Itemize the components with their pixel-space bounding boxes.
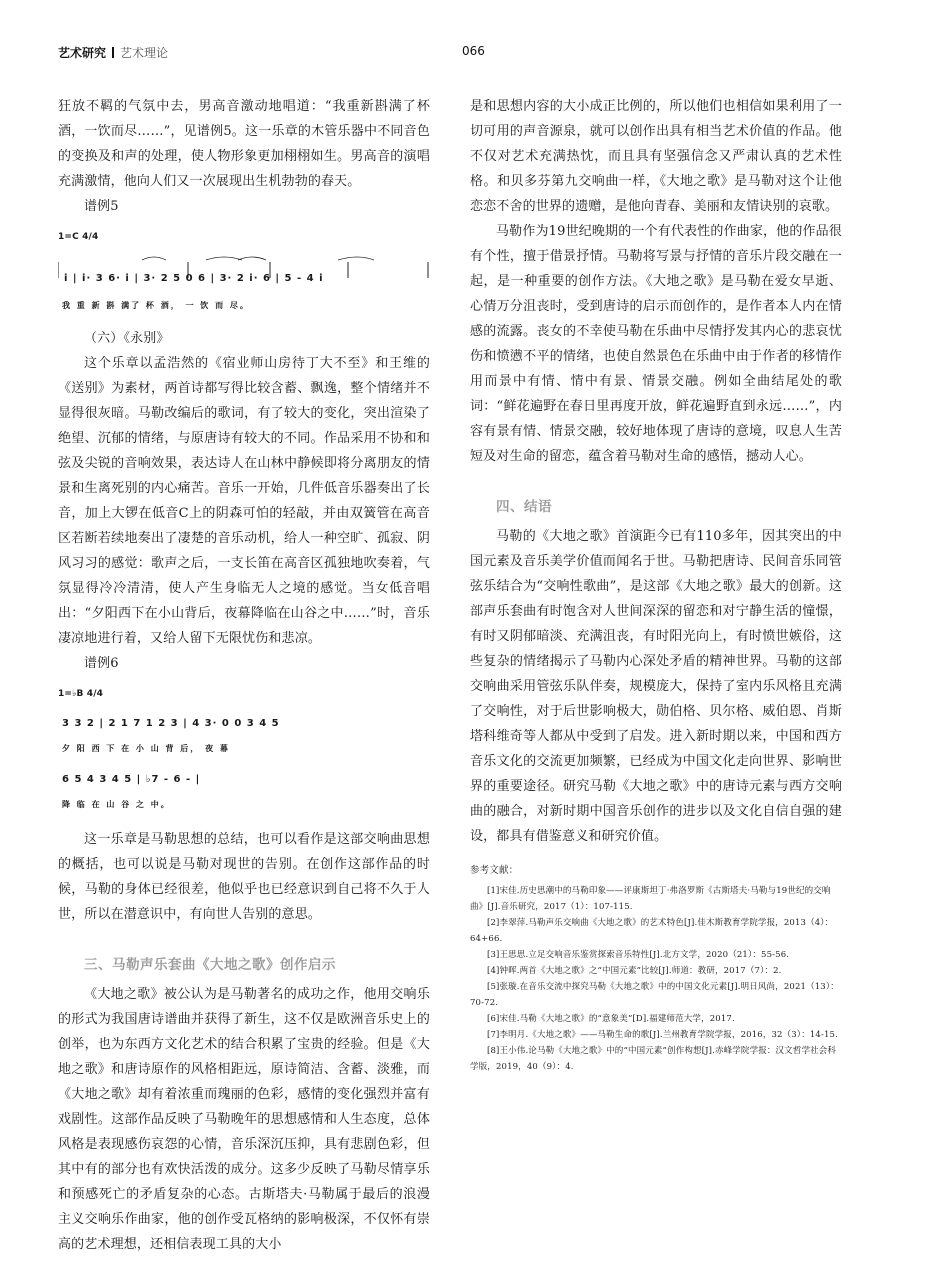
score-lyrics: 我 重 新 斟 满了 杯 酒， 一 饮 而 尽。	[62, 301, 250, 310]
paragraph: 马勒的《大地之歌》首演距今已有110多年，因其突出的中国元素及音乐美学价值而闻名于世。马勒把唐诗、民间音乐同管弦乐结合为“交响性歌曲”，是这部《大地之歌》最大的创新。这部声乐套曲有时饱含对人世间深深的留恋和对宁静生活的憧憬，有时又阴郁暗淡、充满沮丧，有时阳光向上，有时愤世嫉俗，这些复杂的情绪揭示了马勒内心深处矛盾的精神世界。马勒的这部交响曲采用管弦乐队伴奏，规模庞大，保持了室内乐风格且充满了交响性，对于后世影响极大，勋伯格、贝尔格、威伯恩、肖斯塔科维奇等人都从中受到了启发。进入新时期以来，中国和西方音乐文化的交流更加频繁，已经成为中国文化走向世界、影响世界的重要途径。研究马勒《大地之歌》中的唐诗元素与西方交响曲的融合，对新时期中国音乐创作的进步以及文化自信自强的建设，都具有借鉴意义和研究价值。	[470, 529, 842, 844]
paragraph: 马勒作为19世纪晚期的一个有代表性的作曲家，他的作品很有个性，擅于借景抒情。马勒将写景与抒情的音乐片段交融在一起，是一种重要的创作方法。《大地之歌》是马勒在爱女早逝、心情万分沮丧时，受到唐诗的启示而创作的，是作者本人内在情感的流露。丧女的不幸使马勒在乐曲中尽情抒发其内心的悲哀忧伤和愤懑不平的情绪，也使自然景色在乐曲中由于作者的移情作用而景中有情、情中有景、情景交融。例如全曲结尾处的歌词：“鲜花遍野在春日里再度开放，鲜花遍野直到永远……”，内容有景有情、情景交融，较好地体现了唐诗的意境，叹息人生苦短及对生命的留恋，蕴含着马勒对生命的感悟，撼动人心。	[470, 224, 842, 464]
score-lyrics: 夕 阳 西 下 在 小 山 背 后， 夜 幕	[62, 744, 230, 753]
references	[470, 863, 842, 1075]
score-notes: 6 5 4 3 4 5 | ♭7 - 6 - |	[62, 774, 201, 785]
paragraph: 这一乐章是马勒思想的总结，也可以看作是这部交响曲思想的概括，也可以说是马勒对现世的告别。在创作这部作品的时候，马勒的身体已经很差，他似乎也已经意识到自己将不久于人世，所以在潜意识中，有向世人告别的意思。	[58, 832, 430, 922]
score-key-signature: 1=C 4/4	[58, 232, 99, 242]
paragraph: 是和思想内容的大小成正比例的，所以他们也相信如果利用了一切可用的声音源泉，就可以创作出具有相当艺术价值的作品。他不仅对艺术充满热忱，而且具有坚强信念又严肃认真的艺术性格。和贝多芬第九交响曲一样，《大地之歌》是马勒对这个让他恋恋不舍的世界的遗赠，是他向青春、美丽和友情诀别的哀歌。	[470, 99, 842, 214]
reference-item: [1]宋佳.历史思潮中的马勒印象——评康斯坦丁·弗洛罗斯《古斯塔夫·马勒与19世纪的交响曲》[J].音乐研究，2017（1）：107-115.	[470, 886, 831, 912]
example-label: 谱例5	[84, 199, 119, 214]
reference-item: [3]王思思.立足交响音乐鉴赏探索音乐特性[J].北方文学，2020（21）：55-56.	[487, 950, 790, 960]
reference-item: [6]宋佳.马勒《大地之歌》的“意象美”[D].福建师范大学，2017.	[487, 1014, 735, 1024]
section-title: 四、结语	[496, 499, 552, 515]
paragraph: 《大地之歌》被公认为是马勒著名的成功之作，他用交响乐的形式为我国唐诗谱曲并获得了新生，这不仅是欧洲音乐史上的创举，也为东西方文化艺术的结合积累了宝贵的经验。但是《大地之歌》和唐诗原作的风格相距远，原诗简洁、含蓄、淡雅，而《大地之歌》却有着浓重而瑰丽的色彩，感情的变化强烈并富有戏剧性。这部作品反映了马勒晚年的思想感情和人生态度，总体风格是表现感伤哀怨的心情，音乐深沉压抑，具有悲剧色彩，但其中有的部分也有欢快活泼的成分。这多少反映了马勒尽情享乐和预感死亡的矛盾复杂的心态。古斯塔夫·马勒属于最后的浪漫主义交响乐作曲家，他的创作受瓦格纳的影响极深，不仅怀有崇高的艺术理想，还相信表现工具的大小	[58, 987, 430, 1252]
right-column	[470, 94, 842, 1075]
score-notes: 3 3 2 | 2 1 7 1 2 3 | 4 3· 0 0 3 4 5	[62, 718, 280, 729]
reference-item: [2]李翠萍.马勒声乐交响曲《大地之歌》的艺术特色[J].佳木斯教育学院学报，2013（4）：64+66.	[470, 918, 834, 944]
running-header	[58, 44, 168, 61]
reference-item: [8]王小伟.论马勒《大地之歌》中的“中国元素”创作构想[J].赤峰学院学报：汉文哲学社会科学版，2019，40（9）：4.	[470, 1046, 837, 1072]
score-example-6	[58, 682, 430, 817]
reference-item: [5]张璇.在音乐交流中探究马勒《大地之歌》中的中国文化元素[J].明日风尚，2021（13）：70-72.	[470, 982, 839, 1008]
page-number: 066	[462, 44, 485, 58]
score-notes: i | i· 3 6· i | 3· 2 5 0 6 | 3· 2 i· 6 | 5 - 4 i	[64, 273, 324, 284]
references-title: 参考文献：	[470, 865, 519, 876]
section-title: 三、马勒声乐套曲《大地之歌》创作启示	[84, 957, 336, 973]
section-name: 艺术理论	[120, 46, 169, 60]
score-key-signature: 1=♭B 4/4	[58, 689, 104, 699]
paragraph: 这个乐章以孟浩然的《宿业师山房待丁大不至》和王维的《送别》为素材，两首诗都写得比较含蓄、飘逸，整个情绪并不显得很灰暗。马勒改编后的歌词，有了较大的变化，突出渲染了绝望、沉郁的情绪，与原唐诗有较大的不同。作品采用不协和和弦及尖锐的音响效果，表达诗人在山林中静候即将分离朋友的情景和生离死别的内心痛苦。音乐一开始，几件低音乐器奏出了长音，加上大锣在低音C上的阴森可怕的轻敲，并由双簧管在高音区若断若续地奏出了凄楚的音乐动机，给人一种空旷、孤寂、阴风习习的感觉：歌声之后，一支长笛在高音区孤独地吹奏着，气氛显得冷冷清清，使人产生身临无人之境的感觉。当女低音唱出：“夕阳西下在小山背后，夜幕降临在山谷之中……”时，音乐凄凉地进行着，又给人留下无限忧伤和悲凉。	[58, 356, 430, 646]
score-example-5	[58, 225, 430, 318]
reference-item: [7]李明月.《大地之歌》——马勒生命的歌[J].兰州教育学院学报，2016，32（3）：14-15.	[487, 1030, 838, 1040]
reference-item: [4]钟晖.两首《大地之歌》之“中国元素”比较[J].师道：教研，2017（7）：2.	[487, 966, 782, 976]
left-column	[58, 94, 430, 1257]
header-divider	[112, 47, 114, 58]
score-lyrics: 降 临 在 山 谷 之 中。	[62, 800, 171, 809]
subheading: （六）《永别》	[84, 331, 170, 346]
example-label: 谱例6	[84, 656, 119, 671]
journal-name: 艺术研究	[58, 46, 107, 60]
paragraph: 狂放不羁的气氛中去，男高音激动地唱道：“我重新斟满了杯酒，一饮而尽……”，见谱例5。这一乐章的木管乐器中不同音色的变换及和声的处理，使人物形象更加栩栩如生。男高音的演唱充满激情，他向人们又一次展现出生机勃勃的春天。	[58, 99, 430, 189]
